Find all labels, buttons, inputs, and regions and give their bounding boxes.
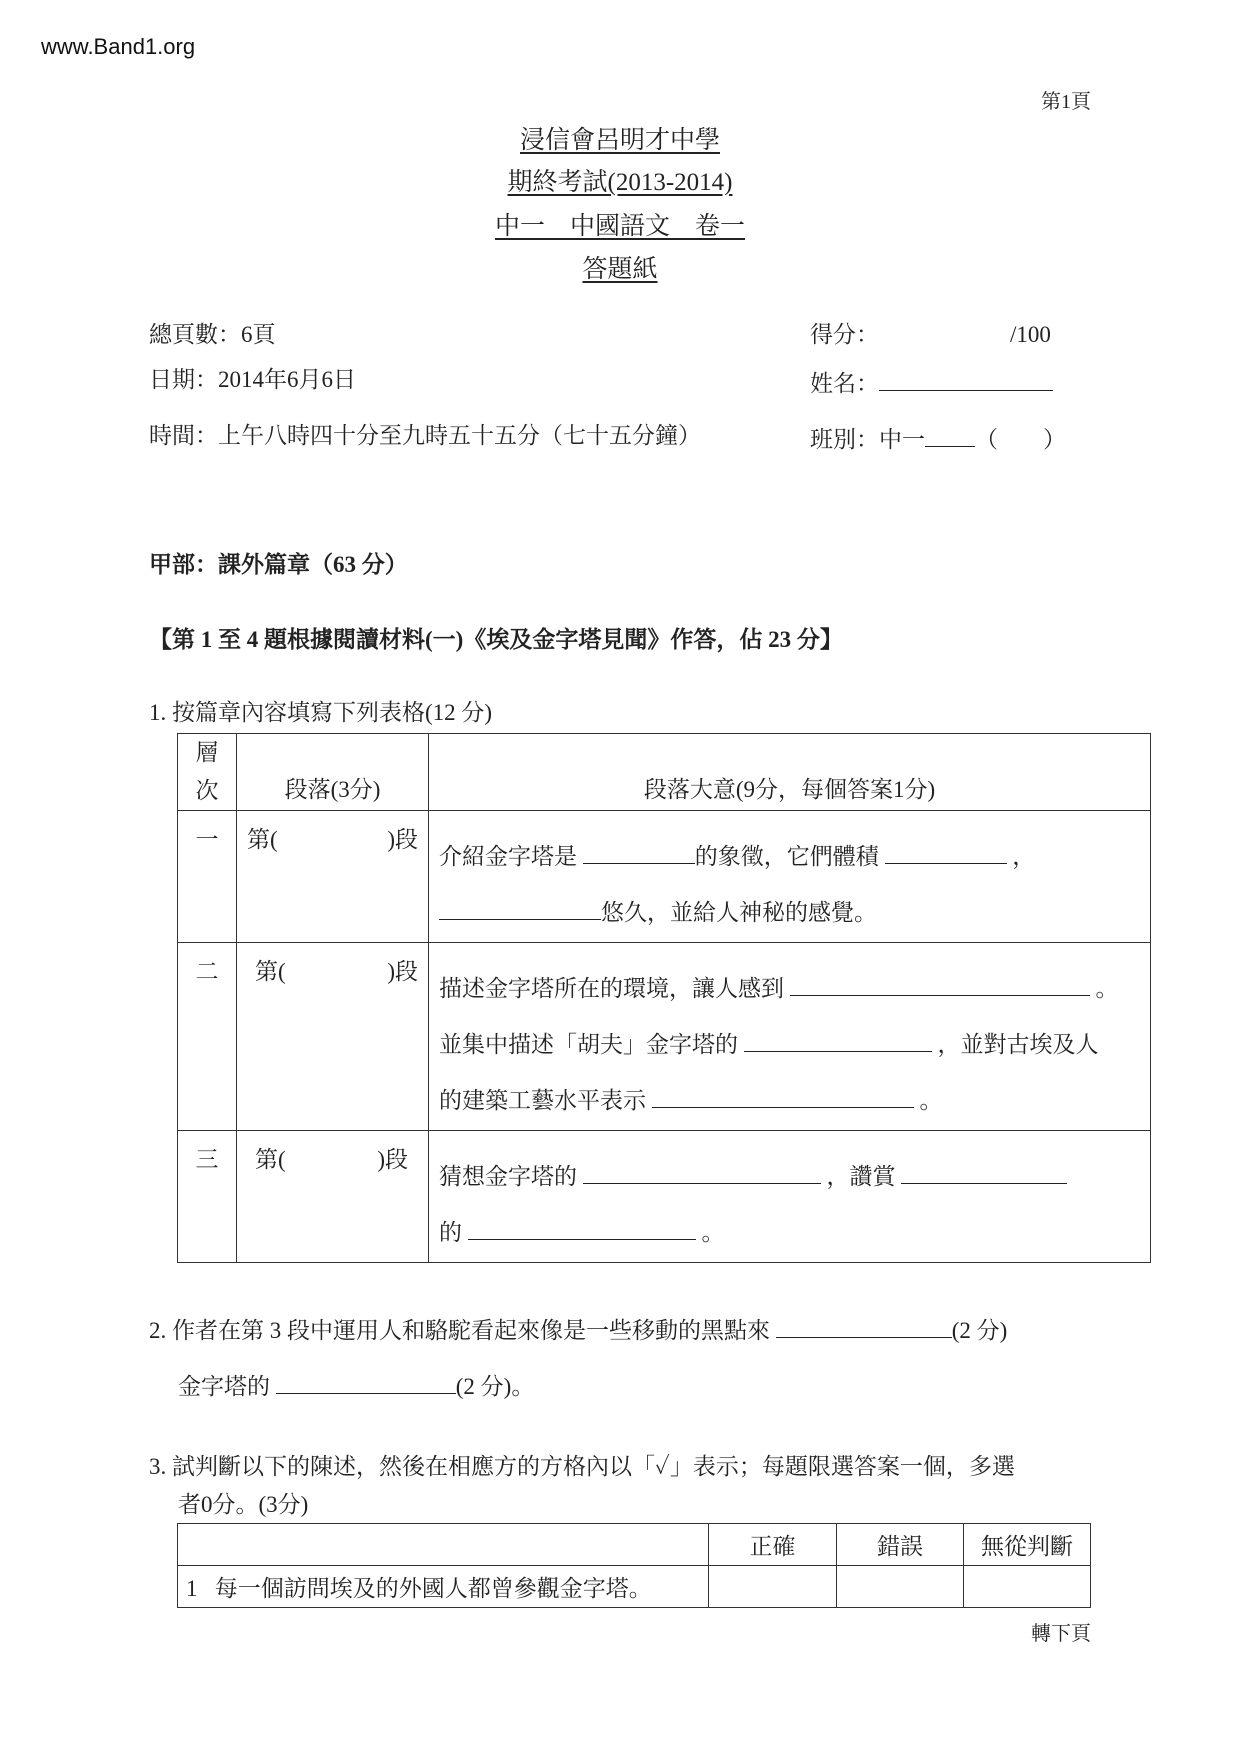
turn-page-note: 轉下頁 — [1031, 1623, 1091, 1645]
summary-cell: 描述金字塔所在的環境，讓人感到 。 並集中描述「胡夫」金字塔的 ，並對古埃及人 的建築工藝水平表示 。 — [429, 943, 1151, 1131]
row-level: 一 — [178, 811, 237, 943]
header-wrong: 錯誤 — [837, 1524, 964, 1566]
q3-table — [177, 1523, 1091, 1608]
para-field[interactable]: 第( )段 — [237, 1131, 429, 1263]
header-para: 段落(3分) — [237, 734, 429, 811]
table-row — [178, 811, 1151, 943]
checkbox-correct[interactable] — [709, 1566, 837, 1608]
table-row — [178, 1131, 1151, 1263]
q2-line1: 2. 作者在第 3 段中運用人和駱駝看起來像是一些移動的黑點來 (2 分) — [149, 1315, 1007, 1342]
name-label: 姓名： — [810, 371, 879, 396]
q3-line1: 3. 試判斷以下的陳述，然後在相應方的方格內以「✓」表示；每題限選答案一個，多選 — [149, 1454, 1015, 1479]
answer-blank[interactable] — [583, 1161, 821, 1184]
answer-blank[interactable] — [776, 1315, 952, 1338]
name-blank[interactable] — [879, 368, 1053, 391]
q2-line2: 金字塔的 (2 分)。 — [178, 1371, 534, 1398]
answer-blank[interactable] — [652, 1085, 914, 1108]
statement-text: 每一個訪問埃及的外國人都曾參觀金字塔。 — [214, 1576, 652, 1601]
paren-close: ） — [1043, 427, 1066, 452]
para-field[interactable]: 第( )段 — [237, 943, 429, 1131]
summary-cell: 猜想金字塔的 ，讚賞 的 。 — [429, 1131, 1151, 1263]
row-level: 二 — [178, 943, 237, 1131]
page-number: 第1頁 — [1041, 91, 1091, 113]
answer-blank[interactable] — [276, 1371, 456, 1394]
watermark: www.Band1.org — [41, 34, 196, 59]
score-total: /100 — [1010, 322, 1051, 347]
exam-date: 日期：2014年6月6日 — [149, 367, 356, 392]
paren-open: （ — [975, 427, 998, 452]
exam-title: 期終考試(2013-2014) — [507, 169, 733, 196]
exam-time: 時間：上午八時四十分至九時五十五分（七十五分鐘） — [149, 423, 701, 448]
school-name: 浸信會呂明才中學 — [519, 127, 720, 154]
answer-blank[interactable] — [439, 897, 601, 920]
answer-blank[interactable] — [744, 1029, 932, 1052]
section-title: 甲部：課外篇章（63 分） — [149, 552, 408, 577]
section-instruction: 【第 1 至 4 題根據閱讀材料(一)《埃及金字塔見聞》作答，佔 23 分】 — [149, 627, 843, 652]
header-level: 層 次 — [178, 734, 237, 811]
class-label: 班別：中一 — [810, 427, 925, 452]
answer-blank[interactable] — [885, 841, 1007, 864]
summary-cell: 介紹金字塔是 的象徵，它們體積 ， 悠久，並給人神秘的感覺。 — [429, 811, 1151, 943]
row-level: 三 — [178, 1131, 237, 1263]
header-undeterminable: 無從判斷 — [964, 1524, 1091, 1566]
checkbox-wrong[interactable] — [837, 1566, 964, 1608]
table-row — [178, 1566, 1091, 1608]
header-correct: 正確 — [709, 1524, 837, 1566]
paper-title: 中一 中國語文 卷一 — [494, 213, 745, 240]
answer-blank[interactable] — [468, 1217, 696, 1240]
q1-label: 1. 按篇章內容填寫下列表格(12 分) — [149, 700, 493, 725]
score-label: 得分： — [810, 322, 879, 347]
checkbox-undeterminable[interactable] — [964, 1566, 1091, 1608]
total-pages: 總頁數：6頁 — [149, 322, 276, 347]
class-blank[interactable] — [925, 424, 975, 447]
answer-blank[interactable] — [901, 1161, 1067, 1184]
header-summary: 段落大意(9分，每個答案1分) — [429, 734, 1151, 811]
name-field[interactable] — [810, 368, 1053, 395]
answer-blank[interactable] — [790, 973, 1090, 996]
para-field[interactable]: 第( )段 — [237, 811, 429, 943]
answer-blank[interactable] — [583, 841, 695, 864]
table-row — [178, 943, 1151, 1131]
class-field[interactable] — [810, 424, 1066, 451]
q1-table — [177, 733, 1151, 1263]
sheet-title: 答題紙 — [582, 256, 658, 283]
q3-line2: 者0分。(3分) — [178, 1492, 309, 1517]
statement-number: 1 — [186, 1576, 198, 1601]
